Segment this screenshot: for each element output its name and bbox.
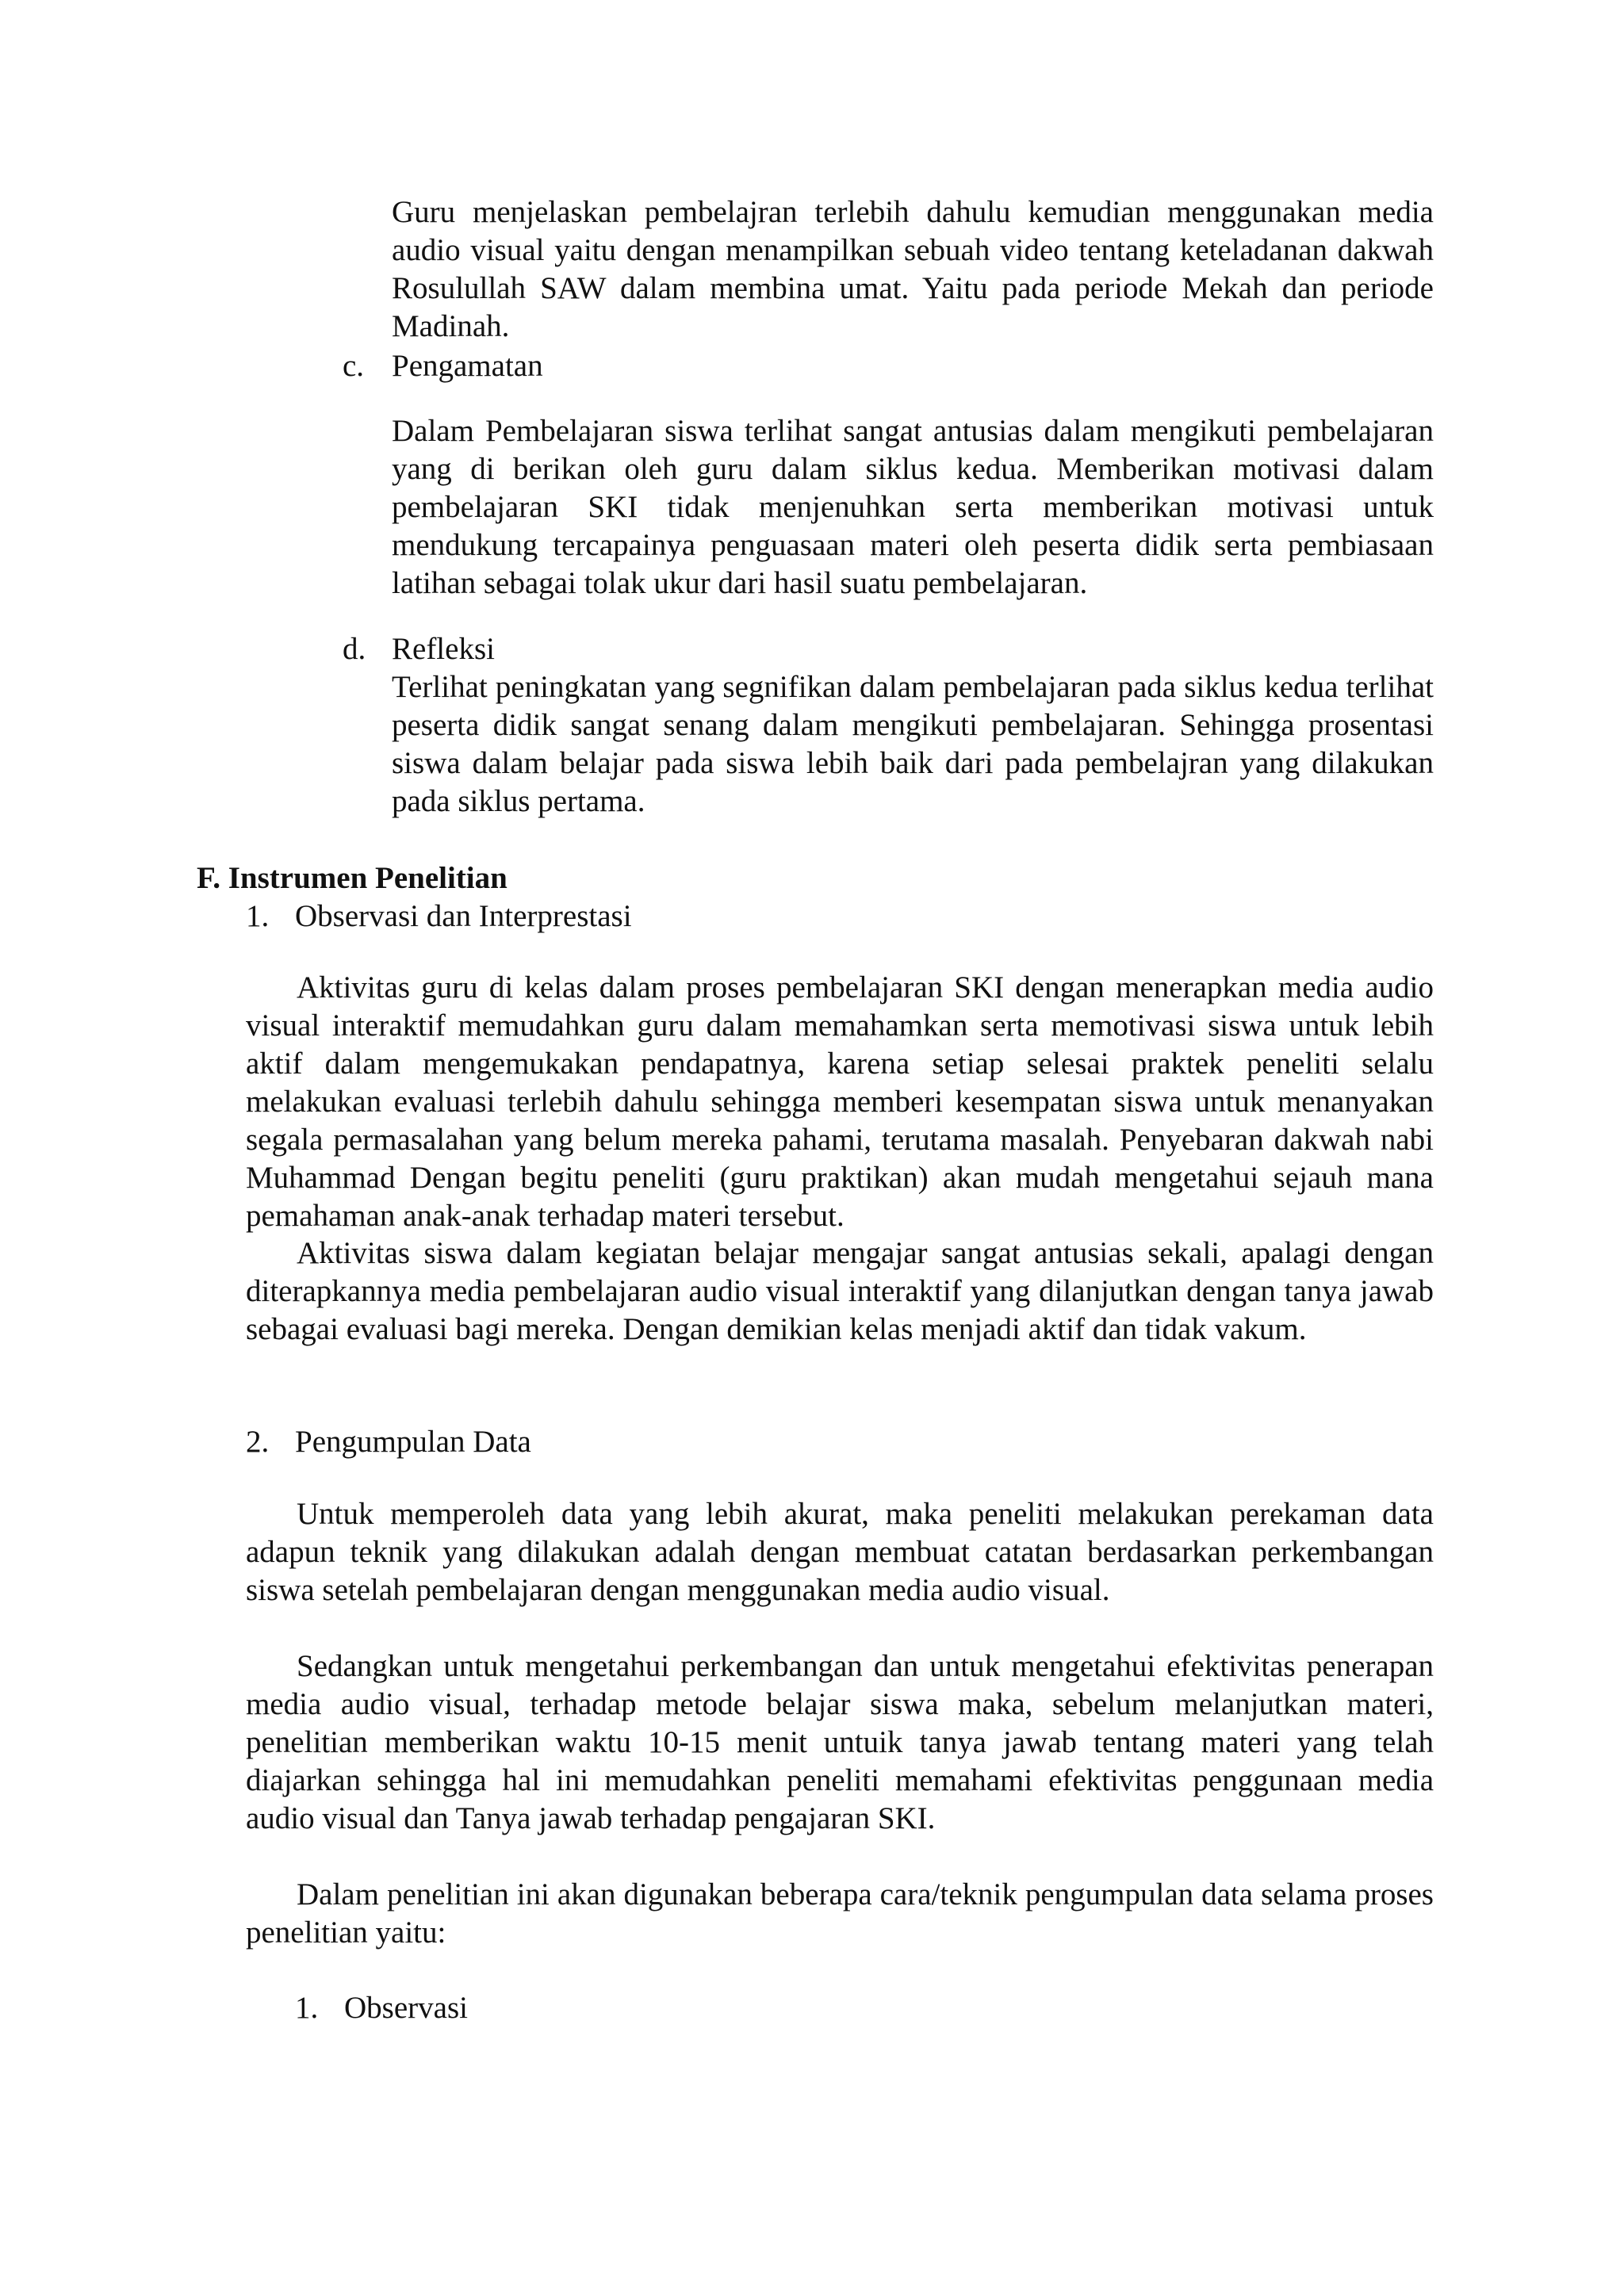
list-item-title: Pengumpulan Data: [295, 1425, 531, 1459]
list-item-observasi: [295, 1989, 468, 2027]
list-marker: d.: [343, 632, 366, 666]
list-marker: 1.: [295, 1991, 319, 2025]
section-heading-instrumen-penelitian: F. Instrumen Penelitian: [197, 861, 508, 895]
list-item-pengamatan: [343, 347, 543, 385]
paragraph-teknik-pengumpulan: Dalam penelitian ini akan digunakan beberapa cara/teknik pengumpulan data selama proses penelitian yaitu:: [246, 1877, 1434, 1950]
list-item-refleksi: [343, 630, 495, 668]
list-item-observasi-interprestasi: [246, 897, 632, 936]
paragraph-pengamatan: Dalam Pembelajaran siswa terlihat sangat antusias dalam mengikuti pembelajaran yang di berikan oleh guru dalam siklus kedua. Memberikan motivasi dalam pembelajaran SKI tidak menjenuhkan serta memberikan motivasi untuk mendukung tercapainya penguasaan materi oleh peserta didik serta pembiasaan latihan sebagai tolak ukur dari hasil suatu pembelajaran.: [392, 414, 1434, 600]
list-item-title: Refleksi: [392, 632, 495, 666]
list-marker: 2.: [246, 1425, 270, 1459]
paragraph-video-media: Guru menjelaskan pembelajran terlebih dahulu kemudian menggunakan media audio visual yaitu dengan menampilkan sebuah video tentang keteladanan dakwah Rosulullah SAW dalam membina umat. Yaitu pada periode Mekah dan periode Madinah.: [392, 195, 1434, 343]
paragraph-refleksi: Terlihat peningkatan yang segnifikan dalam pembelajaran pada siklus kedua terlihat peserta didik sangat senang dalam mengikuti pembelajaran. Sehingga prosentasi siswa dalam belajar pada siswa lebih baik dari pada pembelajran yang dilakukan pada siklus pertama.: [392, 670, 1434, 818]
list-item-title: Observasi: [344, 1991, 468, 2025]
paragraph-perekaman-data: Untuk memperoleh data yang lebih akurat, maka peneliti melakukan perekaman data adapun teknik yang dilakukan adalah dengan membuat catatan berdasarkan perkembangan siswa setelah pembelajaran dengan menggunakan media audio visual.: [246, 1497, 1434, 1607]
paragraph-aktivitas-siswa: Aktivitas siswa dalam kegiatan belajar mengajar sangat antusias sekali, apalagi dengan diterapkannya media pembelajaran audio visual interaktif yang dilanjutkan dengan tanya jawab sebagai evaluasi bagi mereka. Dengan demikian kelas menjadi aktif dan tidak vakum.: [246, 1236, 1434, 1346]
list-item-title: Observasi dan Interprestasi: [295, 899, 632, 933]
list-item-title: Pengamatan: [392, 349, 543, 383]
list-marker: 1.: [246, 899, 270, 933]
list-item-pengumpulan-data: [246, 1423, 531, 1461]
paragraph-aktivitas-guru: Aktivitas guru di kelas dalam proses pembelajaran SKI dengan menerapkan media audio visual interaktif memudahkan guru dalam memahamkan serta memotivasi siswa untuk lebih aktif dalam mengemukakan pendapatnya, karena setiap selesai praktek peneliti selalu melakukan evaluasi terlebih dahulu sehingga memberi kesempatan siswa untuk menanyakan segala permasalahan yang belum mereka pahami, terutama masalah. Penyebaran dakwah nabi Muhammad Dengan begitu peneliti (guru praktikan) akan mudah mengetahui sejauh mana pemahaman anak-anak terhadap materi tersebut.: [246, 970, 1434, 1233]
list-marker: c.: [343, 349, 365, 383]
paragraph-efektivitas: Sedangkan untuk mengetahui perkembangan dan untuk mengetahui efektivitas penerapan media audio visual, terhadap metode belajar siswa maka, sebelum melanjutkan materi, penelitian memberikan waktu 10-15 menit untuik tanya jawab tentang materi yang telah diajarkan sehingga hal ini memudahkan peneliti memahami efektivitas penggunaan media audio visual dan Tanya jawab terhadap pengajaran SKI.: [246, 1649, 1434, 1835]
